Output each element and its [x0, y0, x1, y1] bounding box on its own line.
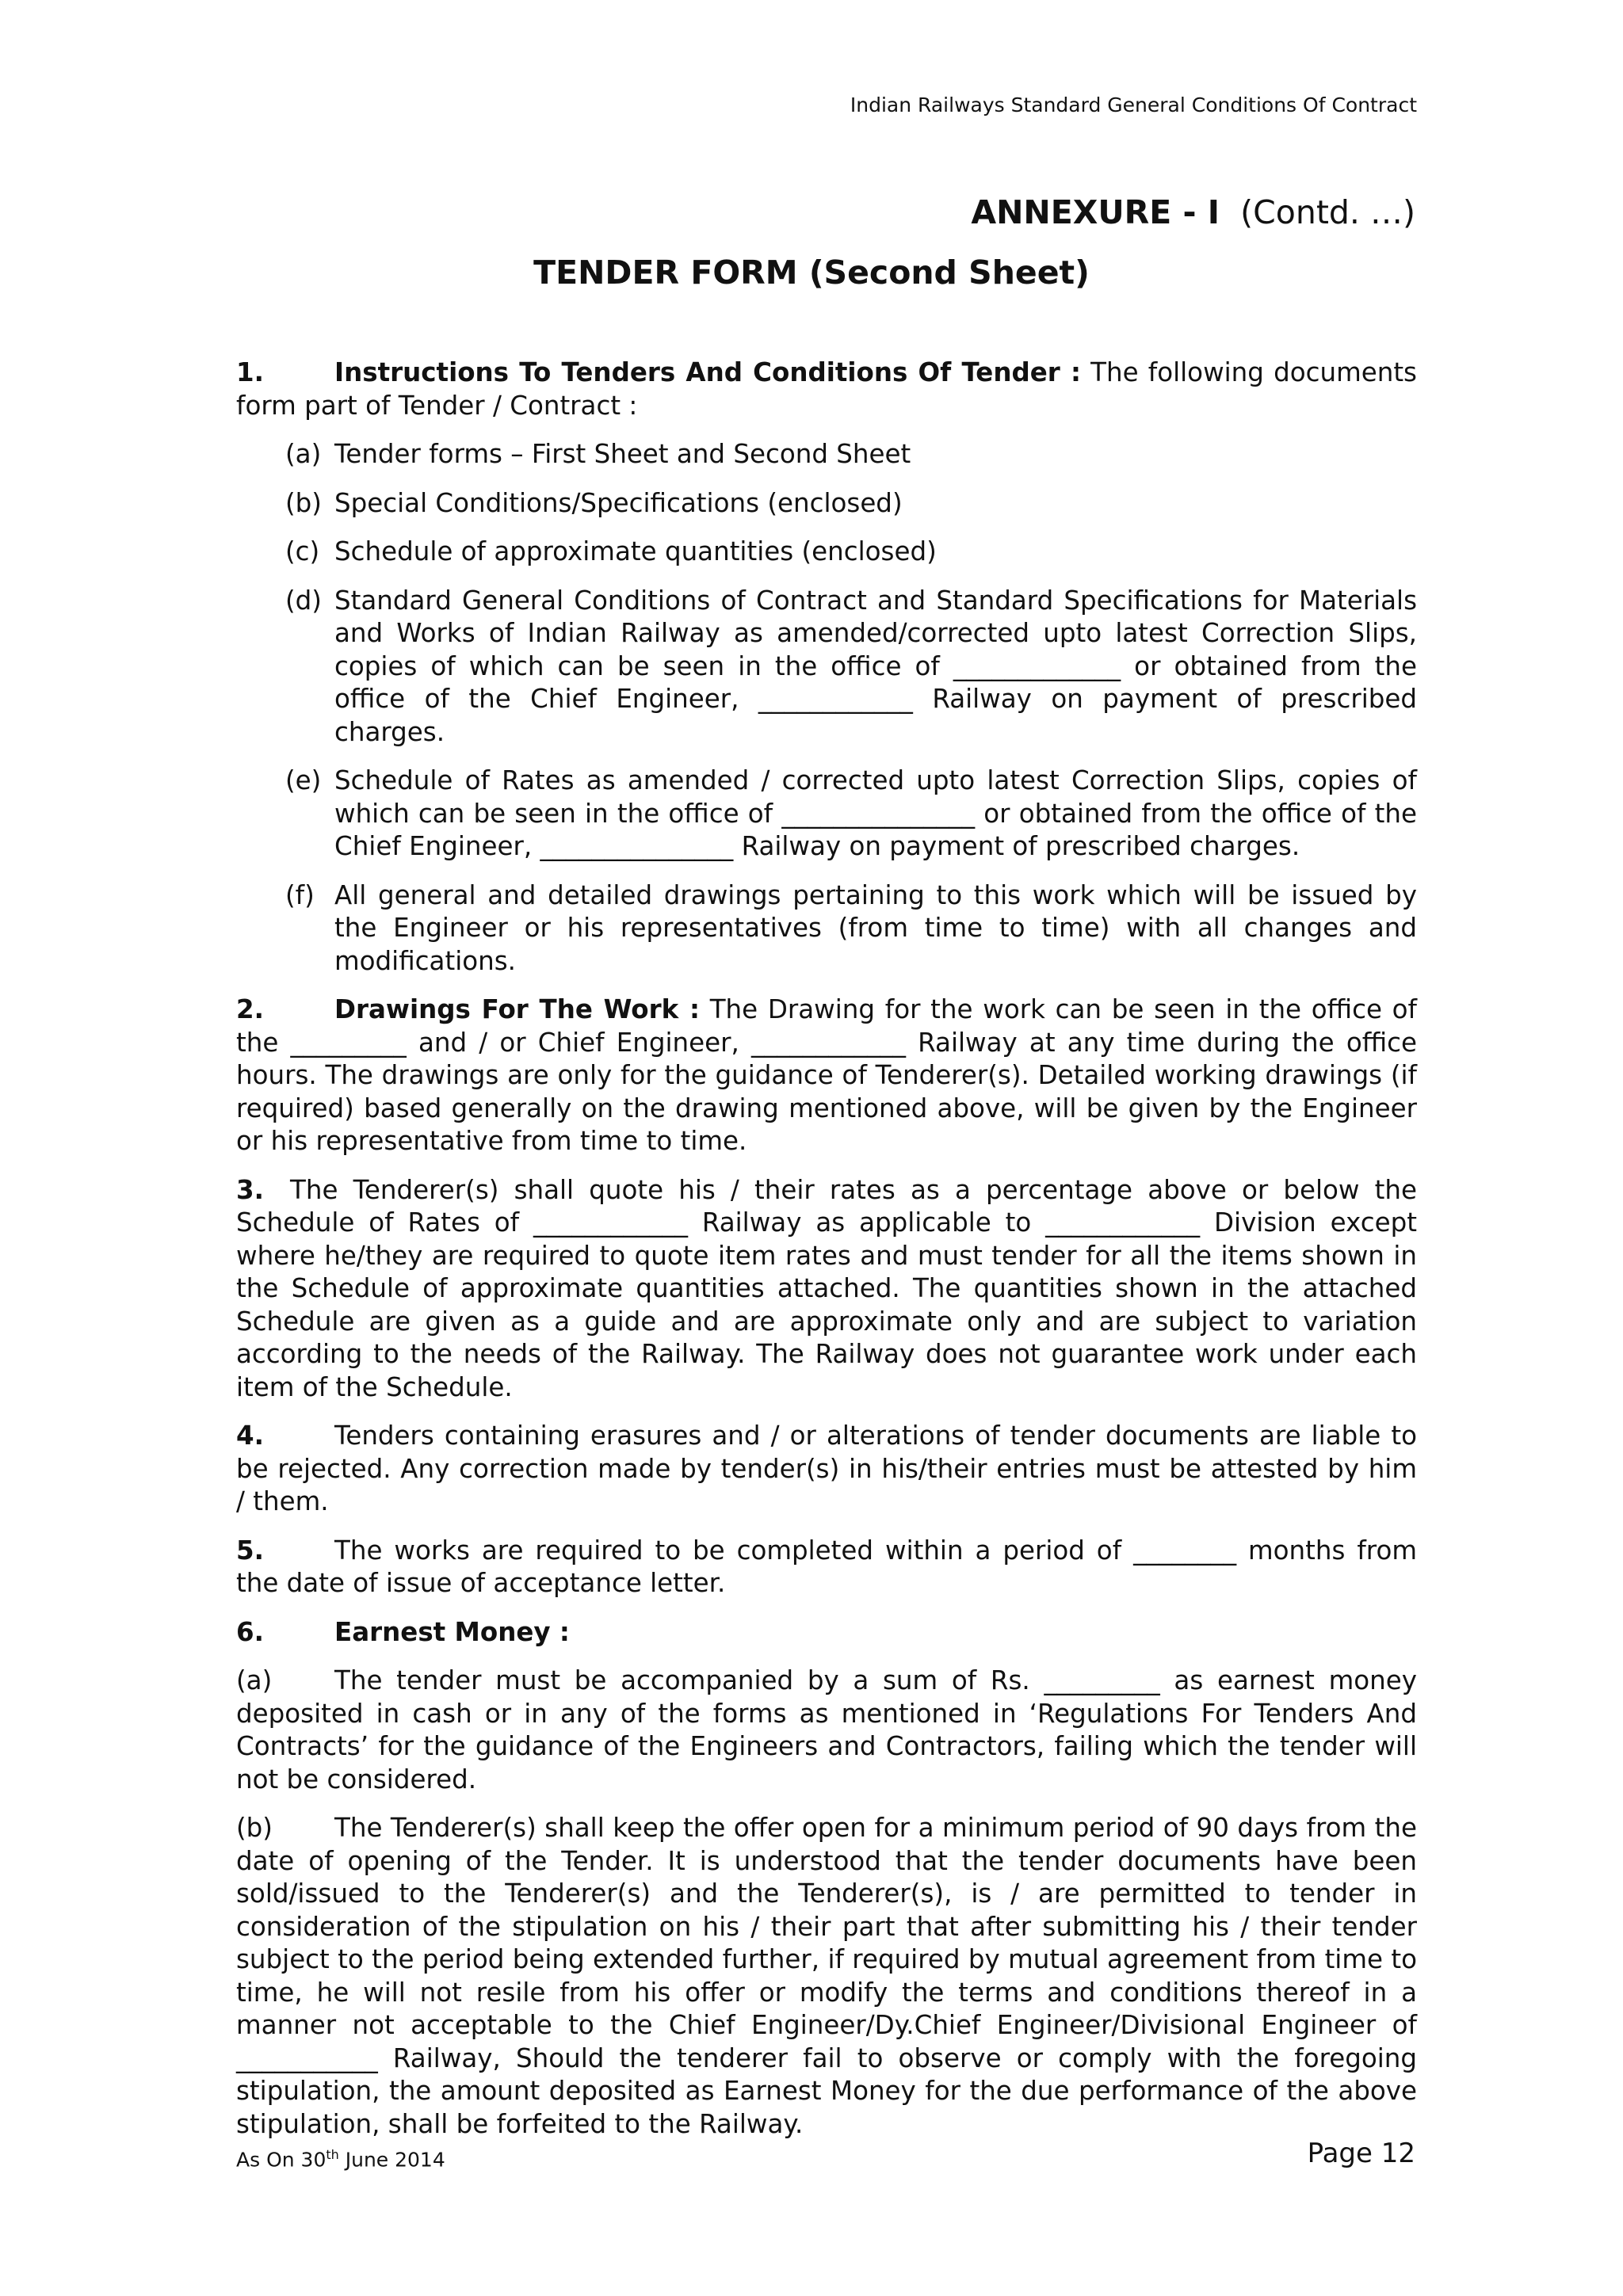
list-item-label: (d) [285, 585, 322, 616]
page-number: Page 12 [1307, 2138, 1415, 2169]
list-item-text: Schedule of approximate quantities (enclosed) [334, 536, 937, 566]
running-header: Indian Railways Standard General Conditions Of Contract [850, 93, 1417, 116]
clause-number: 5. [236, 1535, 264, 1566]
clause-6-b [236, 1812, 1417, 2141]
clause-number: 4. [236, 1421, 264, 1451]
clause-text: Tenders containing erasures and / or alterations of tender documents are liable to be rejected. Any correction made by tender(s) in his/their entries must be attested by him / them. [236, 1421, 1417, 1516]
clause-heading: Earnest Money : [334, 1616, 570, 1647]
clause-heading: Instructions To Tenders And Conditions Of Tender : [334, 357, 1081, 387]
clause-number: 3. [236, 1174, 264, 1205]
footer-date [236, 2147, 445, 2171]
clause-1-list [285, 438, 1417, 978]
list-item-label: (b) [285, 487, 322, 518]
list-item-text: Schedule of Rates as amended / corrected upto latest Correction Slips, copies of which can be seen in the office of _______________ or obtained from the office of the Chief Engineer, _______________ Railway on payment of prescribed charges. [334, 765, 1417, 861]
list-item-text: All general and detailed drawings pertaining to this work which will be issued by the Engineer or his representatives (from time to time) with all changes and modifications. [334, 879, 1417, 976]
list-item [285, 536, 1417, 569]
clause-1 [236, 357, 1417, 422]
clause-6-a [236, 1665, 1417, 1796]
footer-ordinal: th [326, 2147, 339, 2162]
list-item-label: (e) [285, 765, 322, 795]
clause-text: The works are required to be completed within a period of ________ months from the date of issue of acceptance letter. [236, 1535, 1417, 1598]
sub-clause-label: (b) [236, 1813, 273, 1843]
clause-3 [236, 1174, 1417, 1405]
clause-text: The Drawing for the work can be seen in the office of the _________ and / or Chief Engineer, ____________ Railway at any time during the office hours. The drawings are only for the guidance of Tenderer(s). Detailed working drawings (if required) based generally on the drawing mentioned above, will be given by the Engineer or his representative from time to time. [236, 994, 1417, 1156]
list-item-label: (a) [285, 439, 322, 469]
sub-clause-text: The tender must be accompanied by a sum of Rs. _________ as earnest money deposited in cash or in any of the forms as mentioned in ‘Regulations For Tenders And Contracts’ for the guidance of the Engineers and Contractors, failing which the tender will not be considered. [236, 1665, 1417, 1794]
list-item [285, 487, 1417, 521]
list-item-text: Special Conditions/Specifications (enclosed) [334, 487, 903, 518]
annexure-label: ANNEXURE - I [971, 193, 1220, 231]
clause-text: The following documents form part of Tender / Contract : [236, 357, 1417, 421]
clause-5 [236, 1535, 1417, 1600]
annexure-contd: (Contd. …) [1240, 193, 1415, 231]
clause-text: The Tenderer(s) shall quote his / their rates as a percentage above or below the Schedule of Rates of ____________ Railway as applicable to ____________ Division except where he/they are required to quote item rates and must tender for all the items shown in the Schedule of approximate quantities attached. The quantities shown in the attached Schedule are given as a guide and are approximate only and are subject to variation according to the needs of the Railway. The Railway does not guarantee work under each item of the Schedule. [236, 1174, 1417, 1402]
sub-clause-label: (a) [236, 1665, 273, 1695]
list-item-label: (c) [285, 536, 320, 566]
list-item [285, 879, 1417, 978]
page-title: TENDER FORM (Second Sheet) [533, 254, 1090, 292]
footer-date-rest: June 2014 [338, 2148, 445, 2172]
annexure-heading [971, 193, 1415, 231]
clause-number: 6. [236, 1616, 264, 1647]
clause-number: 2. [236, 994, 264, 1024]
clause-2 [236, 994, 1417, 1158]
sub-clause-text: The Tenderer(s) shall keep the offer open for a minimum period of 90 days from the date of opening of the Tender. It is understood that the tender documents have been sold/issued to the Tenderer(s) and the Tenderer(s), is / are permitted to tender in consideration of the stipulation on his / their part that after submitting his / their tender subject to the period being extended further, if required by mutual agreement from time to time, he will not resile from his offer or modify the terms and conditions thereof in a manner not acceptable to the Chief Engineer/Dy.Chief Engineer/Divisional Engineer of ___________ Railway, Should the tenderer fail to observe or comply with the foregoing stipulation, the amount deposited as Earnest Money for the due performance of the above stipulation, shall be forfeited to the Railway. [236, 1813, 1417, 2139]
list-item-text: Tender forms – First Sheet and Second Sheet [334, 439, 911, 469]
list-item [285, 585, 1417, 749]
list-item [285, 438, 1417, 471]
clause-number: 1. [236, 357, 264, 387]
list-item-label: (f) [285, 879, 315, 910]
clause-6 [236, 1616, 1417, 1650]
clause-4 [236, 1420, 1417, 1519]
clause-heading: Drawings For The Work : [334, 994, 700, 1024]
document-body [236, 357, 1417, 2157]
footer-as-on: As On 30 [236, 2148, 327, 2172]
list-item [285, 765, 1417, 864]
list-item-text: Standard General Conditions of Contract and Standard Specifications for Materials and Works of Indian Railway as amended/corrected upto latest Correction Slips, copies of which can be seen in the office of _____________ or obtained from the office of the Chief Engineer, ____________ Railway on payment of prescribed charges. [334, 585, 1417, 747]
